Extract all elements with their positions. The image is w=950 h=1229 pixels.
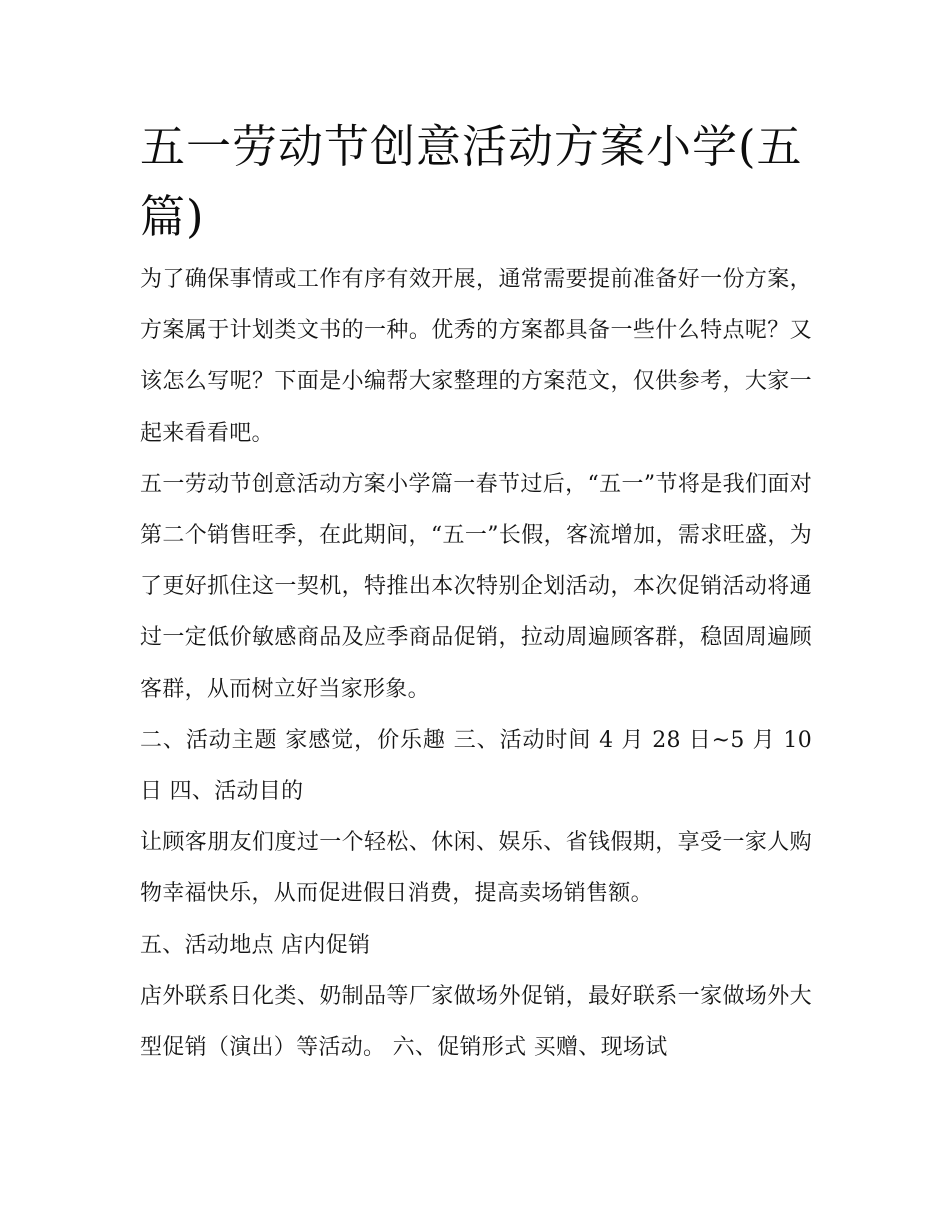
paragraph-location: 五、活动地点 店内促销 [140, 932, 371, 958]
paragraph-theme-time-goal: 二、活动主题 家感觉，价乐趣 三、活动时间 4 月 28 日~5 月 10 日 四、活动目的 [140, 727, 812, 805]
paragraph-purpose: 让顾客朋友们度过一个轻松、休闲、娱乐、省钱假期，享受一家人购物幸福快乐，从而促进假日消费，提高卖场销售额。 [140, 830, 812, 907]
paragraph-section-one: 五一劳动节创意活动方案小学篇一春节过后，“五一”节将是我们面对第二个销售旺季，在此期间，“五一”长假，客流增加，需求旺盛，为了更好抓住这一契机，特推出本次特别企划活动，本次促销活动将通过一定低价敏感商品及应季商品促销，拉动周遍顾客群，稳固周遍顾客群，从而树立好当家形象。 [140, 471, 812, 702]
document-body [140, 254, 812, 1073]
document-content [140, 112, 812, 1073]
paragraph-intro: 为了确保事情或工作有序有效开展，通常需要提前准备好一份方案，方案属于计划类文书的一种。优秀的方案都具备一些什么特点呢？又该怎么写呢？下面是小编帮大家整理的方案范文，仅供参考，大家一起来看看吧。 [140, 267, 812, 446]
paragraph-outdoor-promotion: 店外联系日化类、奶制品等厂家做场外促销，最好联系一家做场外大型促销（演出）等活动。 六、促销形式 买赠、现场试 [140, 983, 812, 1061]
document-title: 五一劳动节创意活动方案小学(五篇) [140, 120, 803, 243]
